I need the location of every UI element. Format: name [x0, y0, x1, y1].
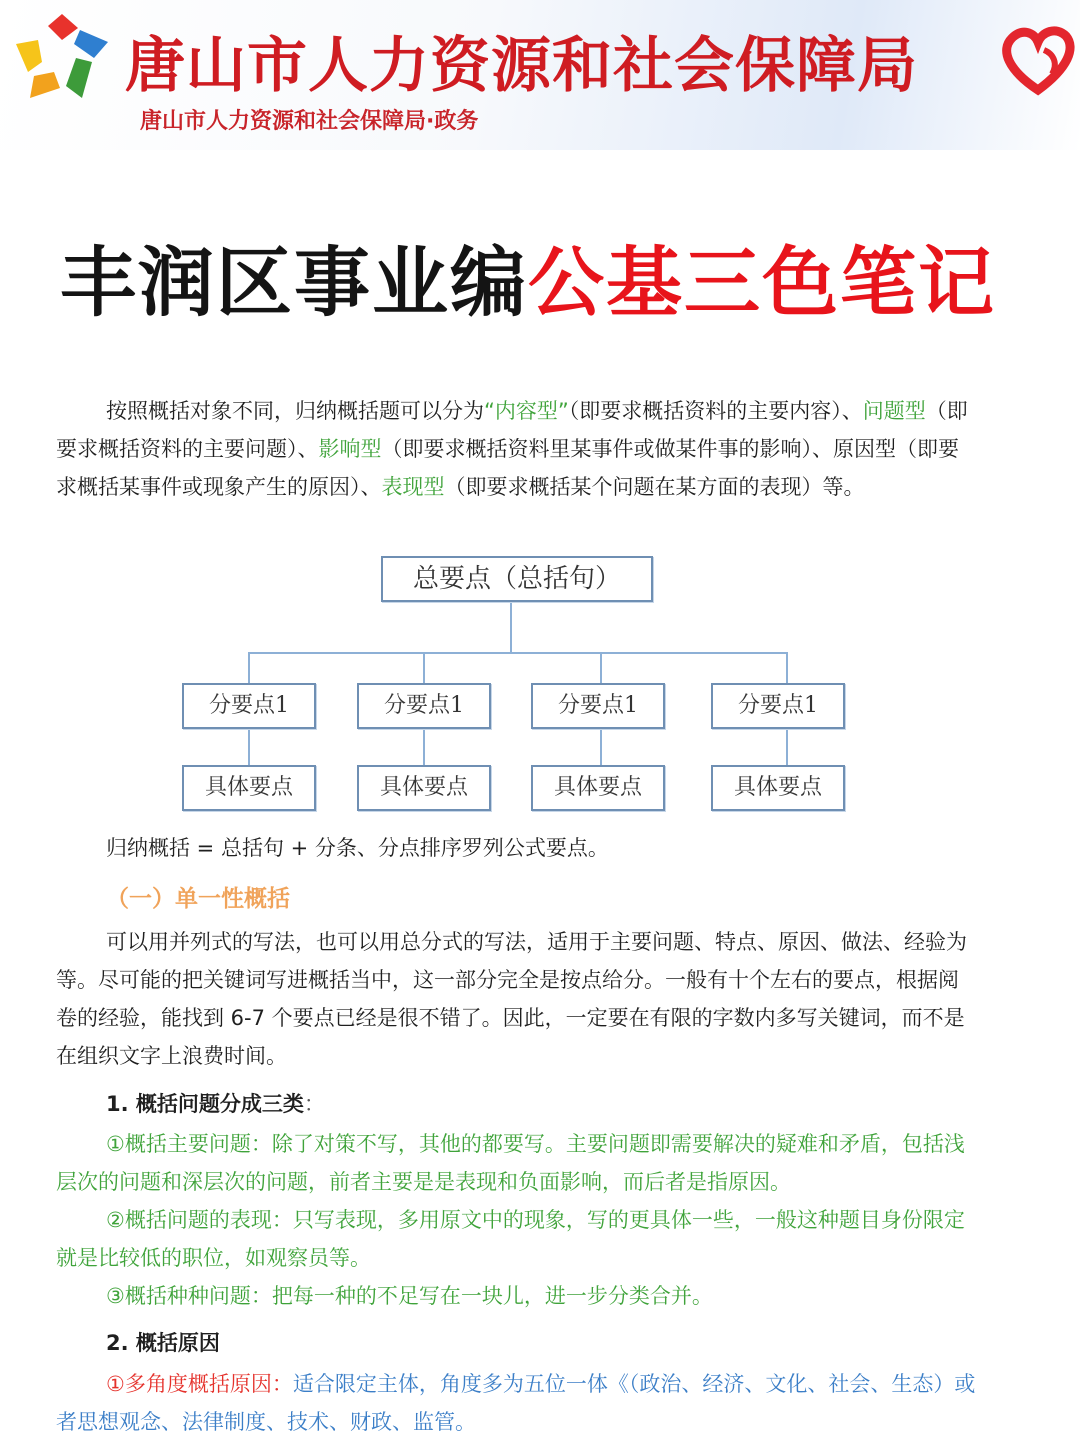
connector-line [248, 652, 250, 683]
intro-type-impact: 影响型 [318, 437, 382, 461]
diagram-sub-point-box: 分要点1 [711, 683, 845, 729]
org-subtitle: 唐山市人力资源和社会保障局·政务 [140, 109, 479, 134]
connector-line [786, 727, 788, 765]
subsection-title: 2. 概括原因 [106, 1331, 220, 1355]
connector-line [423, 727, 425, 765]
subsection-colon: ： [303, 1092, 325, 1116]
pentagon-logo-icon [12, 10, 112, 105]
connector-line [248, 652, 788, 654]
intro-type-manifestation: 表现型 [381, 475, 445, 499]
intro-paragraph [56, 392, 976, 506]
diagram-detail-box: 具体要点 [711, 765, 845, 811]
section1-paragraph: 可以用并列式的写法，也可以用总分式的写法，适用于主要问题、特点、原因、做法、经验为等。尽可能的把关键词写进概括当中，这一部分完全是按点给分。一般有十个左右的要点，根据阅卷的经验，能找到 6-7 个要点已经是很不错了。因此，一定要在有限的字数内多写关键词，而不是在组织文字上浪费时间。 [56, 930, 967, 1068]
connector-line [786, 652, 788, 683]
diagram-detail-box: 具体要点 [357, 765, 491, 811]
sub1-item-2: ②概括问题的表现：只写表现，多用原文中的现象，写的更具体一些，一般这种题目身份限定就是比较低的职位，如观察员等。 [56, 1208, 965, 1270]
sub1-item-3: ③概括种种问题：把每一种的不足写在一块儿，进一步分类合并。 [106, 1284, 713, 1308]
diagram-detail-box: 具体要点 [182, 765, 316, 811]
structure-diagram [175, 552, 855, 822]
formula-text: 归纳概括 = 总括句 + 分条、分点排序罗列公式要点。 [106, 836, 609, 860]
title-black-part: 丰润区事业编 [60, 238, 528, 327]
diagram-sub-point-box: 分要点1 [357, 683, 491, 729]
heart-ribbon-icon [998, 20, 1078, 100]
page-title [60, 222, 996, 331]
sub1-item-1: ①概括主要问题：除了对策不写，其他的都要写。主要问题即需要解决的疑难和矛盾，包括浅层次的问题和深层次的问题，前者主要是是表现和负面影响，而后者是指原因。 [56, 1132, 965, 1194]
diagram-sub-point-box: 分要点1 [531, 683, 665, 729]
sub2-item-1 [56, 1365, 976, 1441]
connector-line [600, 652, 602, 683]
intro-text-2: （即要求概括资料的主要内容）、 [568, 399, 863, 423]
intro-text-5: （即要求概括某个问题在某方面的表现）等。 [444, 475, 865, 499]
intro-type-content: “内容型” [484, 399, 569, 423]
connector-line [423, 652, 425, 683]
header-banner [0, 0, 1080, 150]
subsection-title-text: 1. 概括问题分成三类 [106, 1092, 304, 1116]
connector-line [510, 600, 512, 652]
diagram-detail-box: 具体要点 [531, 765, 665, 811]
connector-line [600, 727, 602, 765]
sub2-item-1-text: 适合限定主体，角度多为五位一体《（政治、经济、文化、社会、生态）或者思想观念、法律制度、技术、财政、监管。 [56, 1372, 976, 1434]
org-name: 唐山市人力资源和社会保障局 [125, 31, 918, 101]
diagram-top-box: 总要点（总括句） [381, 556, 653, 602]
intro-text-3: （即要求概括资料的主要问题）、 [56, 399, 968, 461]
intro-type-problem: 问题型 [862, 399, 926, 423]
subsection-title [106, 1088, 325, 1118]
sub2-item-1-label: ①多角度概括原因： [106, 1372, 293, 1396]
title-red-part: 公基三色笔记 [528, 238, 996, 327]
diagram-sub-point-box: 分要点1 [182, 683, 316, 729]
section-title: （一）单一性概括 [106, 886, 290, 912]
intro-text-1: 按照概括对象不同，归纳概括题可以分为 [106, 399, 484, 423]
intro-text-4: （即要求概括资料里某事件或做某件事的影响）、原因型（即要求概括某事件或现象产生的原因）、 [56, 437, 959, 499]
connector-line [248, 727, 250, 765]
